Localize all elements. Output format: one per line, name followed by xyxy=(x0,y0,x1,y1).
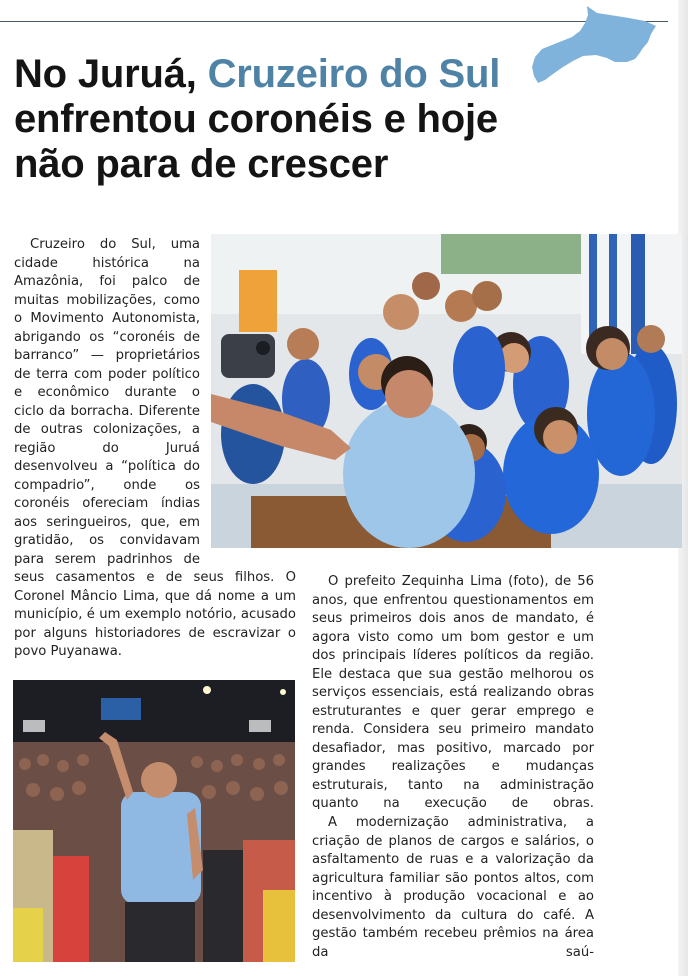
headline-part3: não para de crescer xyxy=(14,142,389,186)
body-right-paragraph-1: O prefeito Zequinha Lima (foto), de 56 anos, que enfrentou questionamentos em seus primeiros dois anos de mandato, é agora visto como um bom gestor e um dos principais líderes políticos da região. Ele destaca que sua gestão melhorou os serviços essenciais, está realizando obras estruturantes e quer gerar emprego e renda. Considera seu primeiro mandato desafiador, mas positivo, marcado por grandes realizações e mudanças estruturais, tanto na administração quanto na execução de obras. xyxy=(312,574,594,809)
body-left-column: Cruzeiro do Sul, uma cidade histórica na Amazônia, foi palco de muitas mobilizações, como o Movimento Autonomista, abrigando os “coronéis de barranco” — proprietários de terra com poder político e econômico durante o ciclo da borracha. Diferente de outras colonizações, a região do Juruá desenvolveu a “política do compadrio”, onde os coronéis ofereciam índias aos seringueiros, que, em gratidão, os convidavam para serem padrinhos de xyxy=(14,237,200,567)
headline-part2: enfrentou coronéis e hoje xyxy=(14,97,498,141)
body-left-continuation: seus casamentos e de seus filhos. O Coronel Mâncio Lima, que dá nome a um município, é um exemplo notório, acusado por alguns historiadores de escravizar o povo Puyanawa. xyxy=(14,570,296,659)
acre-state-map-icon xyxy=(531,4,657,84)
photo-mayor-at-rally xyxy=(13,680,295,962)
photo-mayor-selfie-with-children xyxy=(211,234,682,548)
body-right-paragraph-2: A modernização administrativa, a criação de planos de cargos e salários, o asfaltamento de ruas e a valorização da agricultura familiar são pontos altos, com incentivo à produção vocacional e ao desenvolvimento da cultura do café. A gestão também recebeu prêmios na área da saú- xyxy=(312,815,594,960)
headline-part1: No Juruá, xyxy=(14,52,208,96)
headline-highlight: Cruzeiro do Sul xyxy=(207,52,501,96)
headline xyxy=(14,52,534,187)
